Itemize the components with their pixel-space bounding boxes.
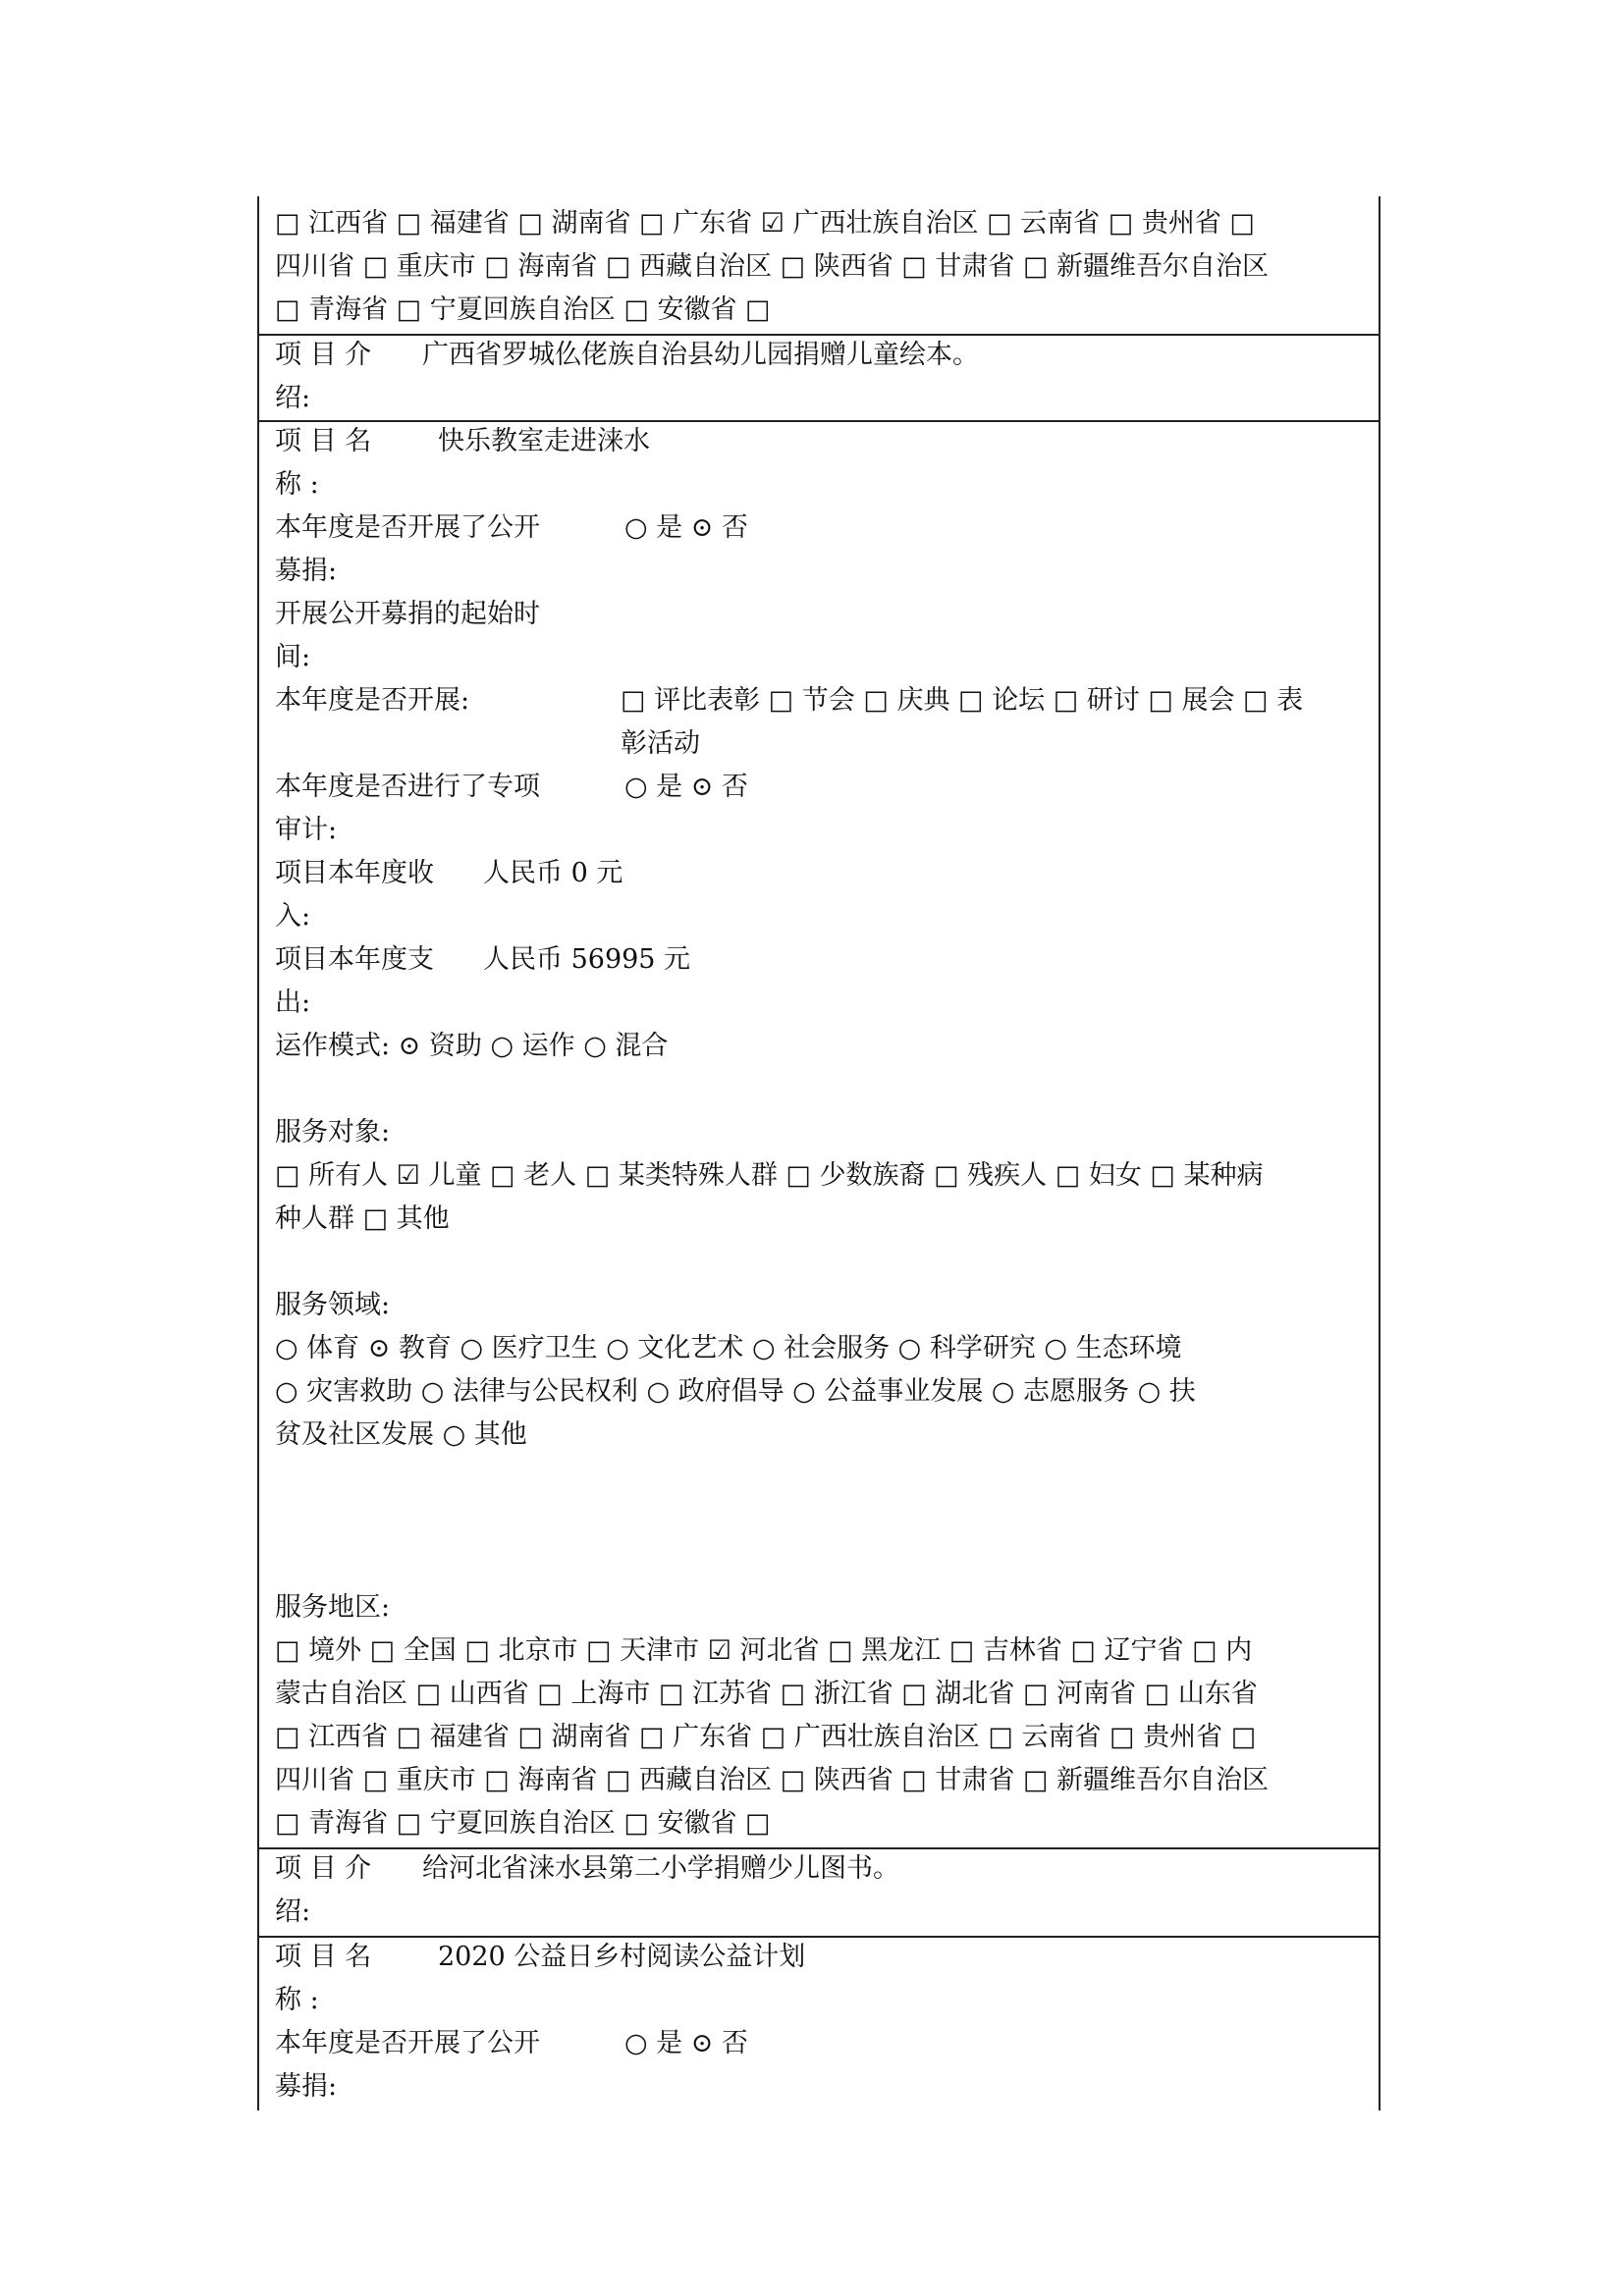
name-label: 项 目 名 xyxy=(275,426,372,456)
service-field-options: 贫及社区发展 ○ 其他 xyxy=(275,1419,527,1450)
expense-value: 人民币 56995 元 xyxy=(483,944,691,975)
name-label: 项 目 名 xyxy=(275,1942,372,1972)
intro-label: 项 目 介 xyxy=(275,1853,372,1884)
fundraise-label: 本年度是否开展了公开 xyxy=(275,2028,540,2058)
region-line: □ 境外 □ 全国 □ 北京市 □ 天津市 ☑ 河北省 □ 黑龙江 □ 吉林省 □ 辽宁省 □ 内 xyxy=(275,1635,1253,1666)
name-label-cont: 称 : xyxy=(275,1985,319,2015)
service-field-options: ○ 体育 ⊙ 教育 ○ 医疗卫生 ○ 文化艺术 ○ 社会服务 ○ 科学研究 ○ 生态环境 xyxy=(275,1333,1182,1363)
income-label: 项目本年度收 xyxy=(275,858,434,888)
service-region-label: 服务地区: xyxy=(275,1592,391,1623)
region-line: 四川省 □ 重庆市 □ 海南省 □ 西藏自治区 □ 陕西省 □ 甘肃省 □ 新疆维吾尔自治区 xyxy=(275,1765,1270,1795)
fundraise-label-cont: 募捐: xyxy=(275,556,338,586)
region-line: □ 青海省 □ 宁夏回族自治区 □ 安徽省 □ xyxy=(275,294,771,325)
service-target-options: □ 所有人 ☑ 儿童 □ 老人 □ 某类特殊人群 □ 少数族裔 □ 残疾人 □ 妇女 □ 某种病 xyxy=(275,1160,1264,1191)
fundraise-label: 本年度是否开展了公开 xyxy=(275,512,540,543)
audit-radio: ○ 是 ⊙ 否 xyxy=(624,772,748,802)
intro-label-cont: 绍: xyxy=(275,1896,311,1927)
row-divider xyxy=(259,420,1379,422)
region-line: 蒙古自治区 □ 山西省 □ 上海市 □ 江苏省 □ 浙江省 □ 湖北省 □ 河南省 □ 山东省 xyxy=(275,1679,1258,1709)
project-name-value: 2020 公益日乡村阅读公益计划 xyxy=(438,1942,806,1972)
report-table xyxy=(257,196,1380,2110)
activity-label: 本年度是否开展: xyxy=(275,685,470,716)
fundraise-label-cont: 募捐: xyxy=(275,2071,338,2102)
intro-value: 广西省罗城仫佬族自治县幼儿园捐赠儿童绘本。 xyxy=(422,340,979,370)
name-label-cont: 称 : xyxy=(275,469,319,500)
income-value: 人民币 0 元 xyxy=(483,858,623,888)
region-line: □ 青海省 □ 宁夏回族自治区 □ 安徽省 □ xyxy=(275,1808,771,1839)
project-name-value: 快乐教室走进涞水 xyxy=(438,426,650,456)
fundraise-radio: ○ 是 ⊙ 否 xyxy=(624,2028,748,2058)
intro-label-cont: 绍: xyxy=(275,383,311,413)
activity-options: □ 评比表彰 □ 节会 □ 庆典 □ 论坛 □ 研讨 □ 展会 □ 表 xyxy=(621,685,1304,716)
audit-label: 本年度是否进行了专项 xyxy=(275,772,540,802)
service-target-options: 种人群 □ 其他 xyxy=(275,1203,450,1234)
region-line: □ 江西省 □ 福建省 □ 湖南省 □ 广东省 □ 广西壮族自治区 □ 云南省 □ 贵州省 □ xyxy=(275,1722,1257,1752)
service-field-label: 服务领域: xyxy=(275,1290,391,1320)
activity-options-cont: 彰活动 xyxy=(621,728,700,759)
fundraise-radio: ○ 是 ⊙ 否 xyxy=(624,512,748,543)
expense-label-cont: 出: xyxy=(275,988,311,1018)
service-field-options: ○ 灾害救助 ○ 法律与公民权利 ○ 政府倡导 ○ 公益事业发展 ○ 志愿服务 ○ 扶 xyxy=(275,1376,1196,1407)
intro-label: 项 目 介 xyxy=(275,340,372,370)
row-divider xyxy=(259,1936,1379,1938)
expense-label: 项目本年度支 xyxy=(275,944,434,975)
region-line: 四川省 □ 重庆市 □ 海南省 □ 西藏自治区 □ 陕西省 □ 甘肃省 □ 新疆维吾尔自治区 xyxy=(275,251,1270,282)
intro-value: 给河北省涞水县第二小学捐赠少儿图书。 xyxy=(422,1853,899,1884)
audit-label-cont: 审计: xyxy=(275,815,338,845)
start-time-label-cont: 间: xyxy=(275,642,311,672)
income-label-cont: 入: xyxy=(275,901,311,932)
start-time-label: 开展公开募捐的起始时 xyxy=(275,599,540,629)
operation-mode: 运作模式: ⊙ 资助 ○ 运作 ○ 混合 xyxy=(275,1031,669,1061)
region-line: □ 江西省 □ 福建省 □ 湖南省 □ 广东省 ☑ 广西壮族自治区 □ 云南省 □ 贵州省 □ xyxy=(275,208,1255,239)
service-target-label: 服务对象: xyxy=(275,1117,391,1148)
